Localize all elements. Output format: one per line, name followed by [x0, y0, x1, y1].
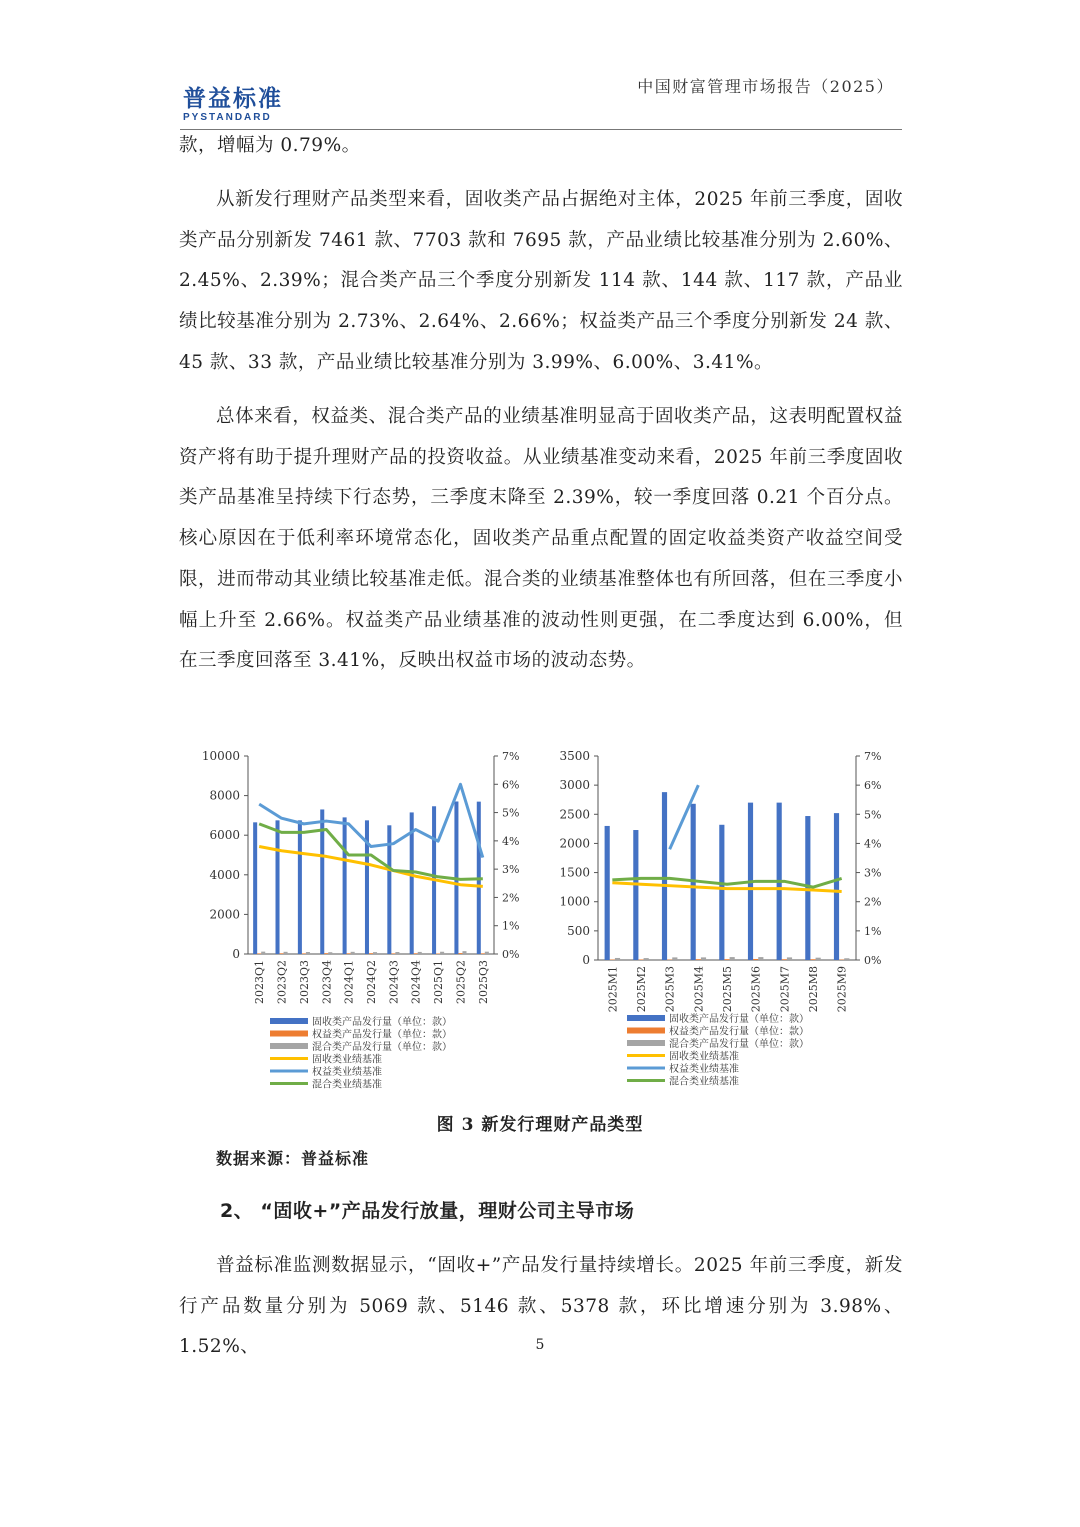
data-source: 数据来源：普益标准 — [216, 1149, 370, 1168]
legend-label: 固收类产品发行量（单位：款） — [312, 1017, 452, 1028]
y2-tick-label: 1% — [864, 924, 882, 938]
paragraph-fixed-plus: 普益标准监测数据显示，“固收+”产品发行量持续增长。2025 年前三季度，新发行产品数量分别为 5069 款、5146 款、5378 款，环比增速分别为 3.98%、1.52%、 — [179, 1255, 903, 1358]
legend-swatch — [627, 1040, 665, 1046]
bar-equity — [458, 953, 462, 954]
y2-tick-label: 5% — [502, 806, 520, 820]
bar-equity — [724, 959, 729, 960]
bar-fixed — [719, 825, 724, 960]
bar-equity — [391, 953, 395, 954]
bar-mixed — [418, 952, 422, 954]
paragraph-continuation: 款，增幅为 0.79%。 — [179, 135, 361, 156]
y-tick-label: 500 — [567, 923, 590, 938]
bar-mixed — [351, 952, 355, 954]
x-tick-label: 2025Q3 — [476, 960, 490, 1005]
report-title: 中国财富管理市场报告（2025） — [637, 77, 894, 96]
bar-fixed — [343, 817, 347, 954]
bar-equity — [696, 959, 701, 960]
x-tick-label: 2023Q3 — [297, 960, 311, 1005]
x-tick-label: 2025M3 — [663, 966, 677, 1013]
x-tick-label: 2025M7 — [778, 966, 792, 1013]
legend-label: 混合类产品发行量（单位：款） — [312, 1042, 452, 1053]
bar-equity — [324, 953, 328, 954]
bar-mixed — [701, 957, 706, 960]
bar-equity — [347, 953, 351, 954]
bar-mixed — [284, 952, 288, 954]
legend-label: 权益类产品发行量（单位：款） — [312, 1029, 452, 1041]
y-tick-label: 2500 — [559, 807, 590, 822]
y2-tick-label: 6% — [502, 778, 520, 792]
bar-fixed — [253, 822, 257, 954]
y-tick-label: 0 — [582, 953, 590, 967]
x-tick-label: 2024Q2 — [365, 960, 378, 1005]
bar-mixed — [261, 952, 265, 954]
y2-tick-label: 4% — [864, 837, 882, 851]
bar-fixed — [662, 792, 667, 960]
series-line-fixed — [259, 847, 483, 887]
figure-caption: 图 3 新发行理财产品类型 — [436, 1115, 644, 1135]
x-tick-label: 2025M8 — [807, 966, 820, 1013]
chart-monthly — [559, 749, 881, 1088]
legend-swatch — [627, 1028, 665, 1034]
legend-label: 固收类业绩基准 — [669, 1051, 739, 1063]
bar-equity — [753, 959, 758, 960]
y-tick-label: 2000 — [559, 836, 590, 851]
bar-equity — [414, 953, 418, 954]
y2-tick-label: 6% — [864, 779, 882, 793]
logo-text-en: PYSTANDARD — [183, 112, 272, 123]
paragraph-benchmark-analysis: 总体来看，权益类、混合类产品的业绩基准明显高于固收类产品，这表明配置权益资产将有助于提升理财产品的投资收益。从业绩基准变动来看，2025 年前三季度固收类产品基准呈持续下行态势，三季度末降至 2.39%，较一季度回落 0.21 个百分点。核心原因在于低利率环境常态化，固收类产品重点配置的固定收益类资产收益空间受限，进而带动其业绩比较基准走低。混合类的业绩基准整体也有所回落，但在三季度小幅上升至 2.66%。权益类产品业绩基准的波动性则更强，在二季度达到 6.00%，但在三季度回落至 3.41%，反映出权益市场的波动态势。 — [179, 406, 903, 672]
bar-mixed — [844, 958, 849, 960]
x-tick-label: 2025M5 — [721, 966, 734, 1013]
bar-mixed — [328, 952, 332, 954]
bar-mixed — [672, 957, 677, 960]
bar-equity — [280, 953, 284, 954]
y2-tick-label: 2% — [864, 895, 882, 909]
legend-label: 混合类业绩基准 — [669, 1076, 739, 1088]
chart-quarterly — [202, 749, 520, 1091]
y2-tick-label: 3% — [502, 863, 520, 877]
bar-mixed — [758, 957, 763, 960]
y-tick-label: 1000 — [559, 894, 590, 909]
legend-label: 固收类产品发行量（单位：款） — [669, 1014, 809, 1025]
bar-mixed — [395, 952, 399, 954]
x-tick-label: 2025M9 — [835, 966, 849, 1013]
x-tick-label: 2025M6 — [749, 966, 763, 1013]
bar-fixed — [805, 816, 810, 960]
legend-label: 权益类产品发行量（单位：款） — [669, 1026, 809, 1038]
bar-equity — [302, 953, 306, 954]
x-tick-label: 2025M1 — [606, 966, 620, 1013]
series-line-equity — [259, 784, 483, 857]
paragraph-product-types: 从新发行理财产品类型来看，固收类产品占据绝对主体，2025 年前三季度，固收类产品分别新发 7461 款、7703 款和 7695 款，产品业绩比较基准分别为 2.60%、2.45%、2.39%；混合类产品三个季度分别新发 114 款、144 款、117 款，产品业绩比较基准分别为 2.73%、2.64%、2.66%；权益类产品三个季度分别新发 24 款、45 款、33 款，产品业绩比较基准分别为 3.99%、6.00%、3.41%。 — [179, 189, 903, 373]
y-tick-label: 3000 — [559, 778, 590, 793]
figure-charts — [170, 740, 910, 1110]
y2-tick-label: 2% — [502, 891, 520, 905]
bar-mixed — [306, 952, 310, 954]
y2-tick-label: 7% — [502, 750, 520, 763]
brand-logo — [183, 86, 283, 124]
y2-tick-label: 5% — [864, 808, 882, 822]
bar-equity — [481, 953, 485, 954]
y2-tick-label: 0% — [502, 948, 520, 961]
y-tick-label: 8000 — [209, 788, 240, 803]
bar-mixed — [373, 952, 377, 954]
y-tick-label: 1500 — [559, 865, 590, 880]
legend-swatch — [270, 1043, 308, 1049]
x-tick-label: 2024Q4 — [409, 960, 423, 1005]
y2-tick-label: 7% — [864, 750, 882, 763]
bar-equity — [257, 953, 261, 954]
bar-mixed — [816, 958, 821, 960]
x-tick-label: 2025M2 — [635, 966, 648, 1013]
y-tick-label: 3500 — [559, 749, 590, 763]
x-tick-label: 2023Q2 — [275, 960, 289, 1005]
bar-equity — [810, 959, 815, 960]
x-tick-label: 2023Q1 — [253, 960, 267, 1005]
bar-fixed — [276, 820, 280, 954]
y2-tick-label: 1% — [502, 919, 520, 933]
legend-label: 权益类业绩基准 — [312, 1067, 382, 1078]
y-tick-label: 6000 — [209, 828, 240, 843]
section-heading: 2、 “固收+”产品发行放量，理财公司主导市场 — [220, 1200, 635, 1222]
bar-fixed — [633, 830, 638, 960]
charts-svg — [170, 740, 910, 1110]
y-tick-label: 10000 — [201, 749, 240, 763]
x-tick-label: 2023Q4 — [320, 960, 334, 1005]
y-tick-label: 4000 — [209, 867, 240, 882]
y2-tick-label: 0% — [864, 954, 882, 967]
y2-tick-label: 3% — [864, 866, 882, 880]
x-tick-label: 2024Q1 — [342, 960, 356, 1005]
bar-fixed — [298, 820, 302, 954]
bar-equity — [782, 959, 787, 960]
bar-mixed — [485, 952, 489, 954]
bar-mixed — [787, 957, 792, 960]
bar-equity — [369, 953, 373, 954]
bar-mixed — [462, 951, 466, 954]
legend-swatch — [627, 1015, 665, 1021]
y2-tick-label: 4% — [502, 834, 520, 848]
y-tick-label: 0 — [232, 947, 240, 961]
x-tick-label: 2025Q1 — [432, 960, 446, 1005]
logo-text-cn: 普益标准 — [183, 86, 283, 112]
bar-fixed — [834, 813, 839, 960]
legend-label: 权益类业绩基准 — [669, 1064, 739, 1075]
x-tick-label: 2025M4 — [692, 966, 706, 1013]
bar-mixed — [615, 958, 620, 960]
legend-label: 固收类业绩基准 — [312, 1054, 382, 1066]
y-tick-label: 2000 — [209, 907, 240, 922]
legend-label: 混合类产品发行量（单位：款） — [669, 1039, 809, 1050]
bar-fixed — [605, 826, 610, 960]
x-tick-label: 2025Q2 — [454, 960, 468, 1005]
legend-swatch — [270, 1018, 308, 1024]
page-number: 5 — [535, 1337, 545, 1353]
bar-mixed — [440, 952, 444, 954]
bar-equity — [638, 959, 643, 960]
legend-label: 混合类业绩基准 — [312, 1079, 382, 1091]
bar-mixed — [644, 958, 649, 960]
x-tick-label: 2024Q3 — [387, 960, 401, 1005]
bar-mixed — [730, 957, 735, 960]
legend-swatch — [270, 1031, 308, 1037]
